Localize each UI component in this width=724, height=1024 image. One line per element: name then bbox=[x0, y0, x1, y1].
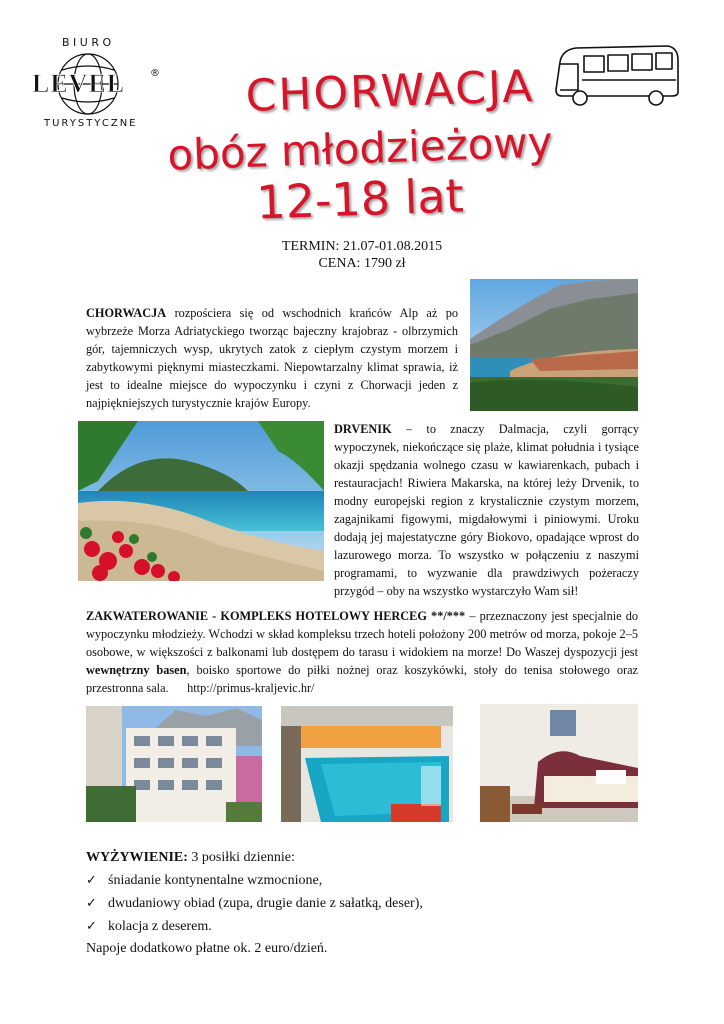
chorwacja-text: rozpościera się od wschodnich krańców Alp aż po wybrzeże Morza Adriatyckiego tworząc bajeczny krajobraz - olbrzymich gór, tajemniczych wysp, ukrytych zatok z ciepłym czystym morzem i zabytkowymi pięknymi miasteczkami. Niepowtarzalny klimat sprawia, iż jest to idealne miejsce do wypoczynku i czyni z Chorwacji jeden z najpiękniejszych turystycznie krajów Europy. bbox=[86, 306, 458, 410]
meal-list-item bbox=[86, 896, 423, 912]
hotel-room-photo bbox=[480, 704, 638, 822]
indoor-pool-photo bbox=[281, 706, 453, 822]
zakwaterowanie-text-2: , boisko sportowe do piłki nożnej oraz koszykówki, stoły do tenisa stołowego oraz przestronna sala. bbox=[86, 663, 638, 695]
check-icon: ✓ bbox=[86, 919, 97, 934]
hotel-building-photo bbox=[86, 706, 262, 822]
title-line-1: CHORWACJA bbox=[244, 60, 536, 123]
title-line-3: 12-18 lat bbox=[255, 168, 465, 230]
check-icon: ✓ bbox=[86, 896, 97, 911]
drvenik-lead: DRVENIK bbox=[334, 422, 392, 436]
logo-arc-text: B I U R O bbox=[62, 36, 112, 49]
cena-line: CENA: 1790 zł bbox=[318, 256, 406, 271]
meal-item-label: śniadanie kontynentalne wzmocnione, bbox=[108, 873, 323, 888]
drinks-note: Napoje dodatkowo płatne ok. 2 euro/dzień. bbox=[86, 941, 328, 956]
drvenik-paragraph bbox=[334, 420, 639, 600]
biuro-level-logo bbox=[26, 26, 166, 136]
title-line-2: obóz młodzieżowy bbox=[166, 117, 554, 180]
wyzywienie-lead: WYŻYWIENIE: bbox=[86, 850, 188, 865]
drvenik-text: – to znaczy Dalmacja, czyli gorrący wypoczynek, niekończące się plaże, klimat południa i tysiące okazji spędzania wolnego czasu w kawiarenkach, pubach i restauracjach! Riwiera Makarska, na której leży Drvenik, to modny europejski region z krystalicznie czystym morzem, zagajnikami figowymi, migdałowymi i piniowymi. Uroku dodają jej majestatyczne góry Biokovo, opadające wprost do lazurowego morza. To wszystko w połączeniu z naszymi programami, to wyzwanie dla prawdziwych pożeraczy przygód – oby na wszystko wystarczyło Wam sił! bbox=[334, 422, 639, 598]
termin-line: TERMIN: 21.07-01.08.2015 bbox=[281, 239, 443, 254]
zakwaterowanie-text-1: – przeznaczony jest specjalnie do wypoczynku młodzieży. Wchodzi w skład kompleksu trzech hoteli położony 200 metrów od morza, pokoje 2–5 osobowe, w większości z balkonami lub dostępem do tarasu i widokiem na morze! Do Waszej dyspozycji jest bbox=[86, 609, 638, 659]
logo-registered: ® bbox=[150, 68, 160, 79]
logo-bottom-text: TURYSTYCZNE bbox=[44, 118, 138, 129]
wyzywienie-text: 3 posiłki dziennie: bbox=[187, 850, 295, 865]
meal-list-item bbox=[86, 873, 322, 889]
wyzywienie-heading bbox=[86, 850, 295, 866]
zakwaterowanie-lead: ZAKWATEROWANIE - KOMPLEKS HOTELOWY HERCEG **/*** bbox=[86, 609, 466, 623]
drvenik-beach-photo bbox=[78, 421, 324, 581]
chorwacja-paragraph bbox=[86, 304, 458, 412]
logo-brand: LEVEL bbox=[32, 69, 126, 98]
chorwacja-lead: CHORWACJA bbox=[86, 306, 167, 320]
makarska-town-photo bbox=[470, 279, 638, 411]
meal-item-label: kolacja z deserem. bbox=[108, 919, 212, 934]
pool-highlight: wewnętrzny basen bbox=[86, 663, 187, 677]
meal-item-label: dwudaniowy obiad (zupa, drugie danie z sałatką, deser), bbox=[108, 896, 423, 911]
zakwaterowanie-paragraph bbox=[86, 607, 638, 697]
meal-list-item bbox=[86, 919, 212, 935]
check-icon: ✓ bbox=[86, 873, 97, 888]
hotel-url-link[interactable]: http://primus-kraljevic.hr/ bbox=[187, 681, 315, 695]
